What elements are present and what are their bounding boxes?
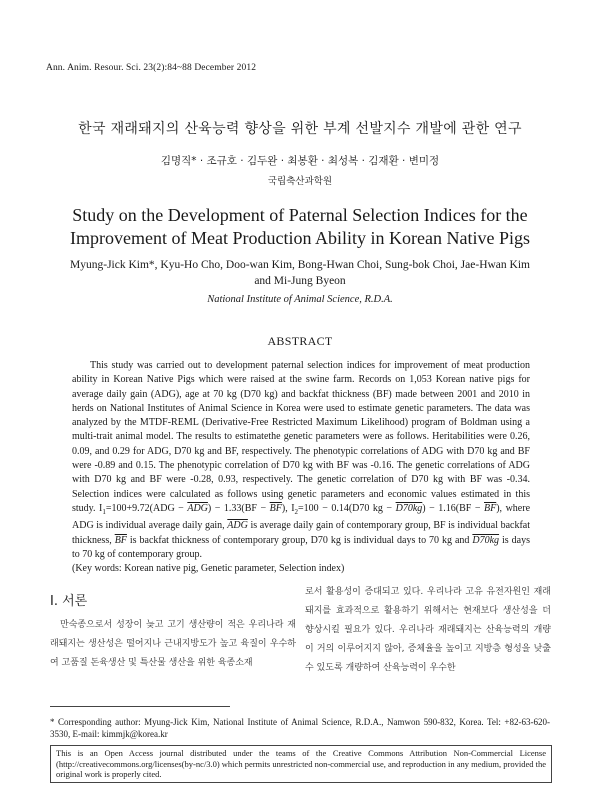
- abstract-heading: ABSTRACT: [267, 334, 333, 348]
- variable-definitions: where ADG is individual average daily gain, $\overline{ADG}$ is average daily gain of contemporary group, BF is individual backfat thickness, $\overline{BF}$ is backfat thickness of contemporary group, D70 kg is individual days to 70 kg and D70kg is days to 70 kg of contemporary group.: [72, 502, 531, 560]
- english-affiliation: National Institute of Animal Science, R.D.A.: [207, 294, 393, 305]
- selection-index-equation: $I_1=100+9.72(ADG - \overline{ADG}) - 1.33(BF - \overline{BF})$, $I_2=100 - 0.14(D70$ kg − $D70kg) - 1.16(BF - \overline{BF})$,: [99, 502, 503, 516]
- intro-left-column: 만숙종으로서 성장이 늦고 고기 생산량이 적은 우리나라 재래돼지는 생산성은 떨어지나 근내지방도가 높고 육질이 우수하여 고품질 돈육생산 및 특산물 생산을 위한 육종소재: [50, 620, 296, 668]
- license-box: This is an Open Access journal distributed under the teams of the Creative Commons Attribution Non-Commercial License (http://creativecommons.org/licenses(by-nc/3.0) which permits unrestricted non-commercial use, and reproduction in any medium, provided the original work is properly cited.: [50, 745, 552, 783]
- corresponding-author-footnote: * Corresponding author: Myung-Jick Kim, National Institute of Animal Science, R.D.A., Namwon 590-832, Korea. Tel: +82-63-620-3530, E-mail: kimmjk@korea.kr: [50, 717, 550, 739]
- keywords: (Key words: Korean native pig, Genetic parameter, Selection index): [72, 563, 345, 575]
- intro-right-column: 로서 활용성이 증대되고 있다. 우리나라 고유 유전자원인 재래돼지를 효과적으로 활용하기 위해서는 현재보다 생산성을 더 향상시킬 필요가 있다. 우리나라 재래돼지는 산육능력의 개량이 거의 이루어지지 않아, 증체율을 높이고 지방층 형성을 낮출 수 있도록 개량하여 산육능력이 우수한: [305, 587, 551, 673]
- korean-authors: 김명직* · 조규호 · 김두완 · 최봉환 · 최성복 · 김재환 · 변미정: [160, 155, 440, 167]
- korean-affiliation: 국립축산과학원: [267, 176, 333, 187]
- authors-line-1: Myung-Jick Kim*, Kyu-Ho Cho, Doo-wan Kim, Bong-Hwan Choi, Sung-bok Choi, Jae-Hwan Kim: [70, 259, 530, 271]
- abstract-body: [72, 359, 530, 576]
- english-authors: [40, 257, 560, 289]
- english-title: Study on the Development of Paternal Selection Indices for the Improvement of Meat Production Ability in Korean Native Pigs: [70, 205, 530, 248]
- abstract-text: This study was carried out to development paternal selection indices for improvement of meat production ability in Korean Native Pigs which were raised at the swine farm. Records on 1,053 Korean native pigs for average daily gain (ADG), age at 70 kg (D70 kg) and backfat thickness (BF) made between 2001 and 2010 in herds on National Institutes of Animal Science in Korea were used to estimate genetic parameters. The data was analyzed by the MTDF-REML (Derivative-Free Restricted Maximum Likelihood) program of Boldman using a multi-trait animal model. The results to estimatethe genetic parameters were as follows. Heritabilities were 0.26, 0.09, and 0.29 for ADG, D70 kg and BF, respectively. The phenotypic correlations of ADG with D70 kg and BF were -0.89 and 0.15. The phenotypic correlation of D70 kg with BF was -0.16. The genetic correlations of ADG with D70 kg and BF were -0.28, 0.93, respectively. The genetic correlation of D70 kg with BF was -0.34. Selection indices were calculated as follows using genetic parameters and economic values estimated in this study. $I_1=100+9.72(ADG - \overline{ADG}) - 1.33(BF - \overline{BF})$, $I_2=100 - 0.14(D70$ kg − $D70kg) - 1.16(BF - \overline{BF})$, where ADG is individual average daily gain, $\overline{ADG}$ is average daily gain of contemporary group, BF is individual backfat thickness, $\overline{BF}$ is backfat thickness of contemporary group, D70 kg is individual days to 70 kg and D70kg is days to 70 kg of contemporary group.: [72, 360, 531, 560]
- korean-title: 한국 재래돼지의 산육능력 향상을 위한 부계 선발지수 개발에 관한 연구: [78, 121, 522, 137]
- section-heading-introduction: I. 서론: [50, 594, 88, 609]
- journal-citation: Ann. Anim. Resour. Sci. 23(2):84~88 December 2012: [46, 63, 257, 73]
- footnote-divider: [50, 706, 230, 707]
- authors-line-2: and Mi-Jung Byeon: [254, 275, 346, 287]
